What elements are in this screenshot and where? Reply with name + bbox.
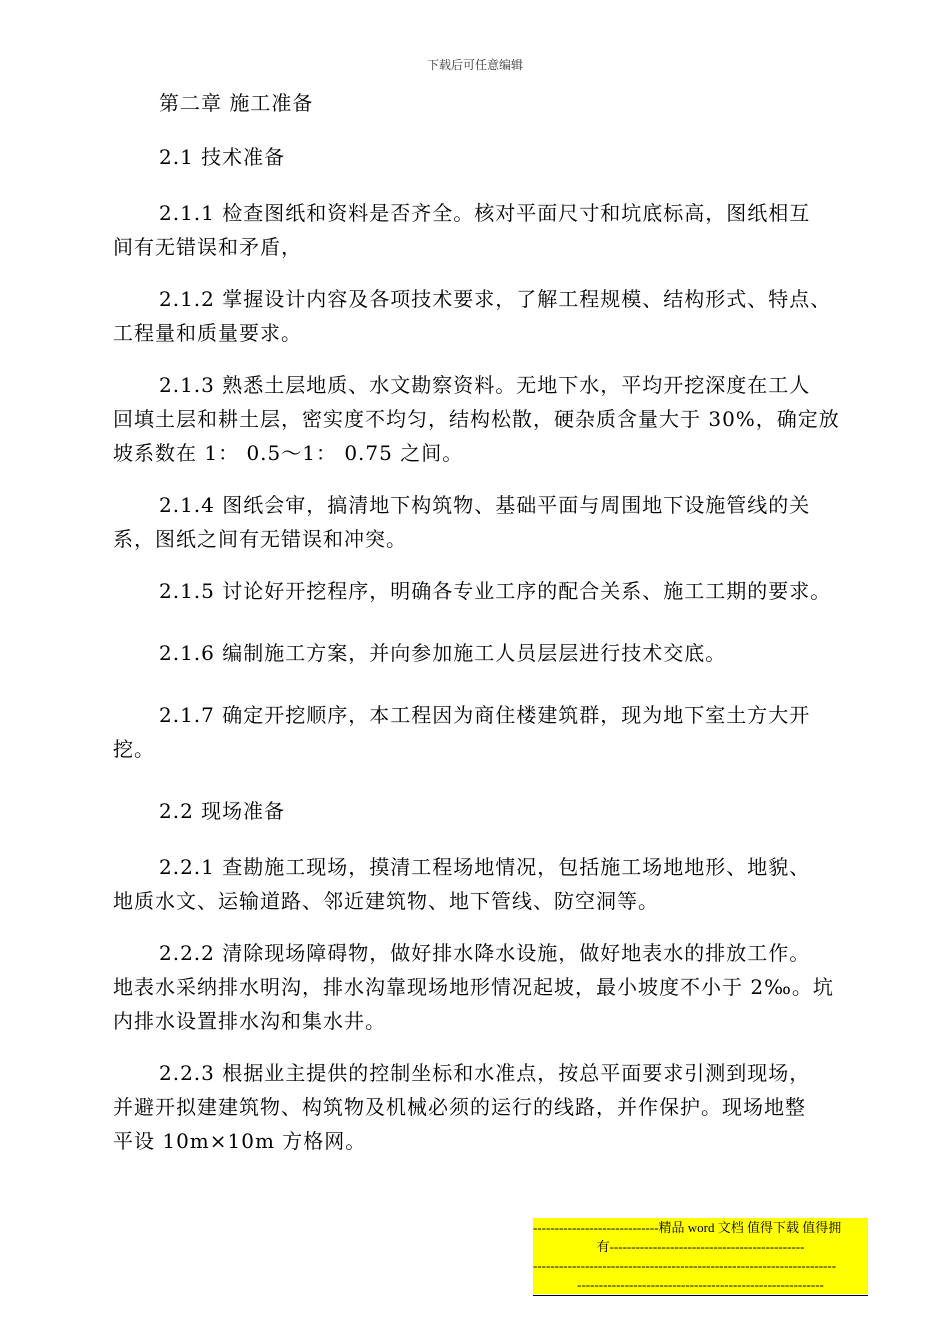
paragraph-line: 2.1.3 熟悉土层地质、水文勘察资料。无地下水，平均开挖深度在工人 [159,373,811,397]
paragraph-line: 2.2.2 清除现场障碍物，做好排水降水设施，做好地表水的排放工作。 [159,941,811,965]
paragraph-line: 地质水文、运输道路、邻近建筑物、地下管线、防空洞等。 [113,889,659,913]
paragraph-2-1-1 [113,196,873,264]
section-title-2-1: 2.1 技术准备 [159,145,286,169]
paragraph-line: 地表水采纳排水明沟，排水沟靠现场地形情况起坡，最小坡度不小于 2‰。坑 [113,975,834,999]
footer-watermark [533,1218,868,1296]
footer-line: --------------------------------------------------------- [533,1275,868,1294]
paragraph-line: 间有无错误和矛盾， [113,235,302,259]
paragraph-line: 2.1.7 确定开挖顺序，本工程因为商住楼建筑群，现为地下室土方大开 [159,703,811,727]
paragraph-line: 工程量和质量要求。 [113,321,302,345]
chapter-title: 第二章 施工准备 [159,91,314,115]
paragraph-line: 2.1.5 讨论好开挖程序，明确各专业工序的配合关系、施工工期的要求。 [159,579,832,603]
paragraph-line: 2.2.1 查勘施工现场，摸清工程场地情况，包括施工场地地形、地貌、 [159,855,811,879]
paragraph-line: 并避开拟建建筑物、构筑物及机械必须的运行的线路，并作保护。现场地整 [113,1095,806,1119]
paragraph-line: 2.2.3 根据业主提供的控制坐标和水准点，按总平面要求引测到现场， [159,1061,811,1085]
paragraph-2-1-4 [113,488,873,556]
footer-line: ---------------------------------------------------------------------- [533,1256,868,1275]
header-note: 下载后可任意编辑 [426,58,523,72]
paragraph-line: 2.1.2 掌握设计内容及各项技术要求，了解工程规模、结构形式、特点、 [159,287,832,311]
paragraph-2-2-2 [113,936,873,1038]
footer-line: 有--------------------------------------------- [533,1237,868,1256]
footer-line: -----------------------------精品 word 文档 值得下载 值得拥 [533,1218,868,1237]
paragraph-line: 内排水设置排水沟和集水井。 [113,1009,386,1033]
paragraph-line: 系，图纸之间有无错误和冲突。 [113,527,407,551]
paragraph-line: 2.1.4 图纸会审，搞清地下构筑物、基础平面与周围地下设施管线的关 [159,493,811,517]
paragraph-2-1-3 [113,368,873,470]
footer-divider [533,1294,868,1296]
paragraph-line: 2.1.1 检查图纸和资料是否齐全。核对平面尺寸和坑底标高，图纸相互 [159,201,811,225]
document-body [113,86,873,1176]
paragraph-2-2-1 [113,850,873,918]
paragraph-line: 2.1.6 编制施工方案，并向参加施工人员层层进行技术交底。 [159,641,727,665]
paragraph-2-1-5 [113,574,873,608]
paragraph-line: 平设 10m×10m 方格网。 [113,1129,367,1153]
section-title-2-2: 2.2 现场准备 [159,799,286,823]
paragraph-line: 回填土层和耕土层，密实度不均匀，结构松散，硬杂质含量大于 30%，确定放 [113,407,840,431]
paragraph-2-1-2 [113,282,873,350]
paragraph-2-1-6 [113,636,873,670]
paragraph-2-1-7 [113,698,873,766]
paragraph-2-2-3 [113,1056,873,1158]
paragraph-line: 坡系数在 1： 0.5～1： 0.75 之间。 [113,441,464,465]
paragraph-line: 挖。 [113,737,155,761]
